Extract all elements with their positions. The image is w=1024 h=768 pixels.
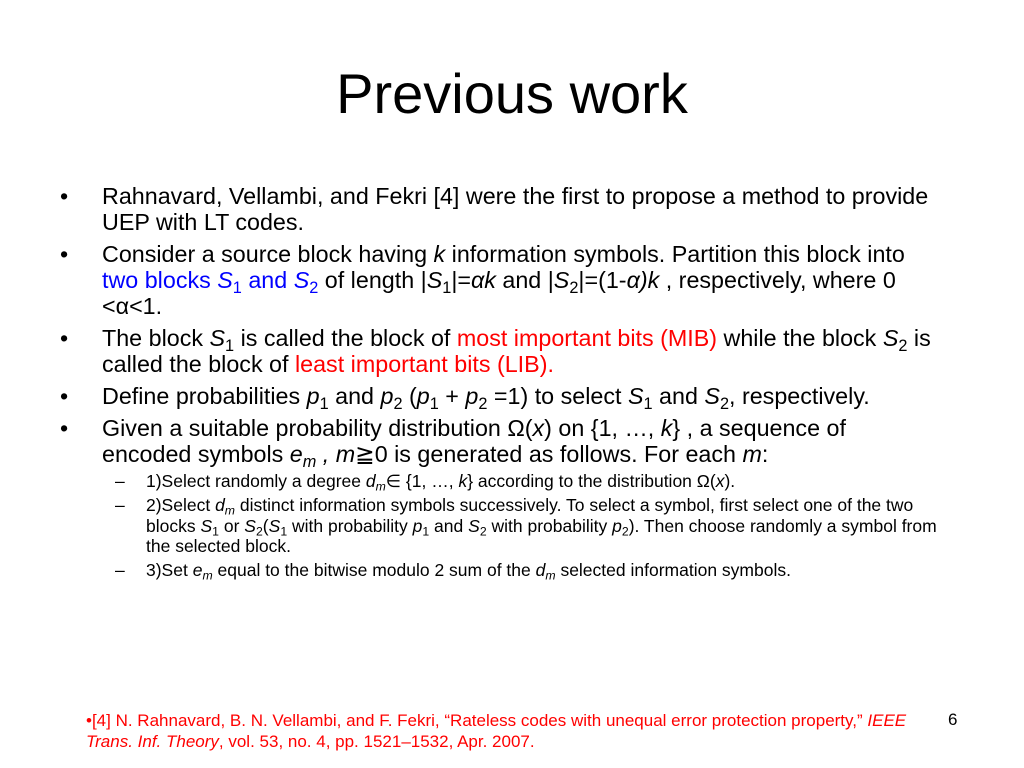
sub-bullet-marker: –	[115, 495, 125, 515]
sub-bullet-item-3	[60, 560, 940, 581]
sub-bullet-item-1	[60, 471, 940, 492]
sub-bullet-text: 1)Select randomly a degree $d_m\in$ {1, …, k} according to the distribution Ω(x).	[146, 471, 736, 494]
highlight-mib: most important bits (MIB)	[456, 325, 718, 351]
bullet-marker: •	[60, 241, 69, 267]
bullet-marker: •	[60, 325, 69, 351]
journal-name: IEEE Trans. Inf. Theory	[86, 711, 907, 751]
bullet-marker: •	[60, 183, 69, 209]
sub-bullet-marker: –	[115, 471, 125, 491]
bullet-text: Define probabilities $p_1$ and $p_2$ $(p_1 + p_2 =1)$ to select $S_1$ and $S_2$, respectively.	[102, 383, 870, 413]
slide-title: Previous work	[336, 62, 688, 125]
bullet-text: Given a suitable probability distribution Ω(x) on {1, …, k} , a sequence of encoded symbols $e_m$ , m≧0 is generated as follows. For each m:	[102, 415, 846, 471]
page-number: 6	[948, 710, 958, 729]
bullet-marker: •	[60, 383, 69, 409]
highlight-two-blocks: two blocks $S_1$ and $S_2$	[102, 267, 319, 297]
bullet-item-5	[60, 415, 940, 471]
bullet-list	[60, 183, 940, 584]
bullet-text: The block $S_1$ is called the block of most important bits (MIB) while the block $S_2$ is called the block of least important bits (LIB).	[102, 325, 931, 377]
sub-bullet-text: 2)Select $d_m$ distinct information symbols successively. To select a symbol, first select one of the two blocks $S_1$ or $S_2(S_1$ with probability $p_1$ and $S_2$ with probability $p_2$). Then choose randomly a symbol from the selected block.	[146, 495, 937, 556]
highlight-lib: least important bits (LIB).	[294, 351, 554, 377]
bullet-item-4	[60, 383, 940, 413]
bullet-marker: •	[60, 415, 69, 441]
bullet-item-3	[60, 325, 940, 377]
bullet-text: Consider a source block having k information symbols. Partition this block into two blocks $S_1$ and $S_2$ of length $|S_1|=\alpha k$ and $|S_2|=(1-\alpha)k$ , respectively, where 0 <α<1.	[102, 241, 905, 319]
sub-bullet-item-2	[60, 495, 940, 557]
sub-bullet-text: 3)Set $e_m$ equal to the bitwise modulo 2 sum of the $d_m$ selected information symbols.	[146, 560, 791, 583]
reference-footnote: •[4] N. Rahnavard, B. N. Vellambi, and F. Fekri, “Rateless codes with unequal error protection property,” IEEE Trans. Inf. Theory, vol. 53, no. 4, pp. 1521–1532, Apr. 2007.	[86, 711, 907, 751]
bullet-item-1	[60, 183, 940, 235]
sub-bullet-marker: –	[115, 560, 125, 580]
bullet-item-2	[60, 241, 940, 319]
bullet-text: Rahnavard, Vellambi, and Fekri [4] were the first to propose a method to provide UEP with LT codes.	[102, 183, 929, 235]
